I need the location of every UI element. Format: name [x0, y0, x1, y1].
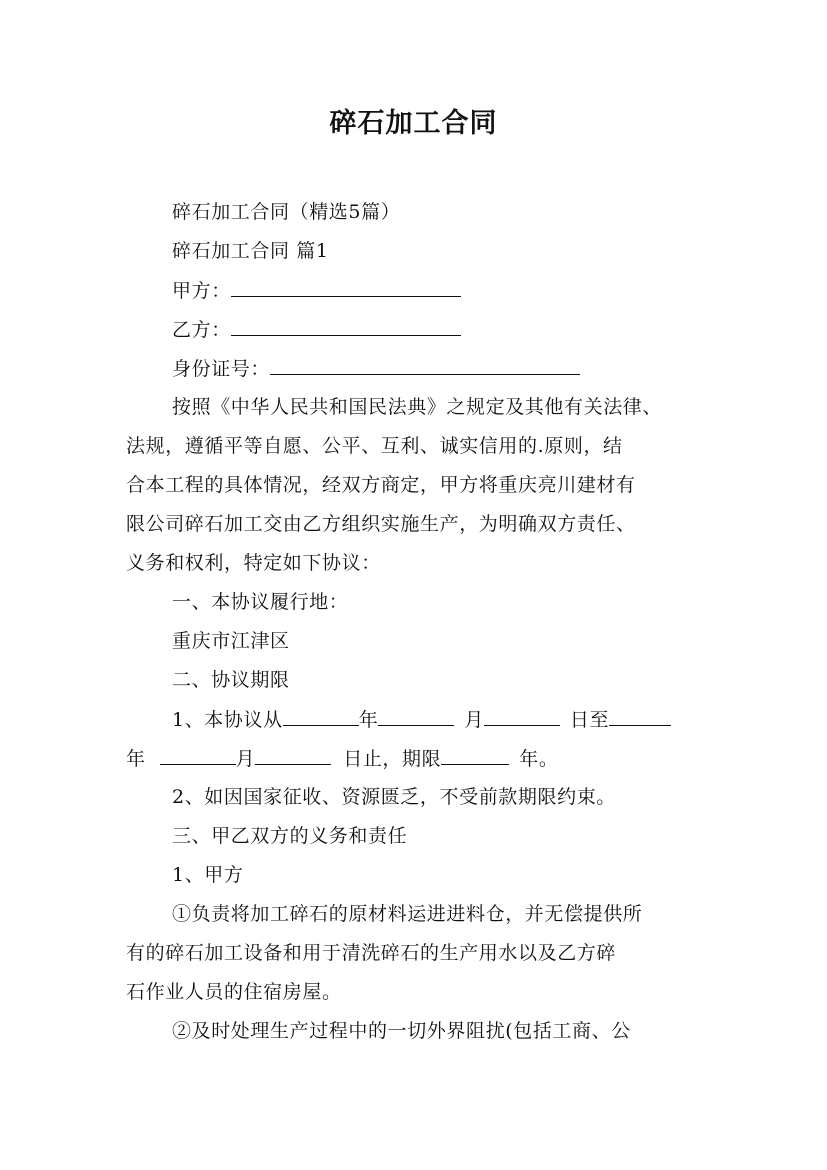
id-number-label: 身份证号：: [172, 358, 271, 380]
party-a-label: 甲方：: [172, 280, 231, 302]
party-a-line: [126, 276, 772, 305]
preamble-line: 限公司碎石加工交由乙方组织实施生产，为明确双方责任、: [126, 513, 636, 535]
end-month-blank: [255, 744, 331, 765]
end-year-blank-part: [609, 705, 671, 726]
start-month-blank: [378, 705, 454, 726]
clause-3-sub-heading: 1、甲方: [172, 864, 244, 886]
preamble-line: 按照《中华人民共和国民法典》之规定及其他有关法律、: [172, 396, 663, 418]
preamble-line: 合本工程的具体情况，经双方商定，甲方将重庆亮川建材有: [126, 474, 636, 496]
id-number-blank: [270, 354, 580, 375]
term-tail-label: 年。: [519, 748, 559, 770]
page-title: 碎石加工合同: [329, 108, 498, 139]
party-b-blank: [231, 315, 461, 336]
term-month2-label: 月: [235, 748, 256, 770]
item-a-line: ①负责将加工碎石的原材料运进进料仓，并无偿提供所: [172, 903, 643, 925]
item-a-line: 石作业人员的住宿房屋。: [126, 981, 342, 1003]
preamble-line: 法规，遵循平等自愿、公平、互利、诚实信用的.原则，结: [126, 435, 623, 457]
preamble-line: 义务和权利，特定如下协议：: [126, 552, 381, 574]
start-day-blank: [484, 705, 560, 726]
party-a-blank: [231, 276, 461, 297]
id-number-line: [126, 354, 772, 383]
clause-1-body: 重庆市江津区: [172, 630, 290, 652]
start-year-blank: [283, 705, 359, 726]
end-year-blank: [160, 744, 236, 765]
clause-1-heading: 一、本协议履行地：: [172, 591, 349, 613]
clause-2-item-2: 2、如因国家征收、资源匮乏，不受前款期限约束。: [172, 786, 616, 808]
term-day-to-label: 日至: [569, 709, 610, 731]
party-b-label: 乙方：: [172, 319, 231, 341]
party-b-line: [126, 315, 772, 344]
term-prefix: 1、本协议从: [172, 709, 283, 731]
clause-2-heading: 二、协议期限: [172, 669, 290, 691]
document-subtitle: 碎石加工合同（精选5篇）: [172, 201, 401, 223]
clause-2-item-1-line-2: [126, 744, 726, 773]
term-month-label: 月: [464, 709, 484, 731]
term-year2-label: 年: [126, 748, 146, 770]
section-heading: 碎石加工合同 篇1: [172, 240, 329, 262]
term-year-label: 年: [358, 709, 379, 731]
term-end-label: 日止，期限: [343, 748, 442, 770]
item-b-line: ②及时处理生产过程中的一切外界阻扰(包括工商、公: [172, 1020, 631, 1042]
clause-3-heading: 三、甲乙双方的义务和责任: [172, 825, 408, 847]
term-length-blank: [441, 744, 509, 765]
item-a-line: 有的碎石加工设备和用于清洗碎石的生产用水以及乙方碎: [126, 942, 617, 964]
clause-2-item-1-line-1: [126, 705, 772, 734]
